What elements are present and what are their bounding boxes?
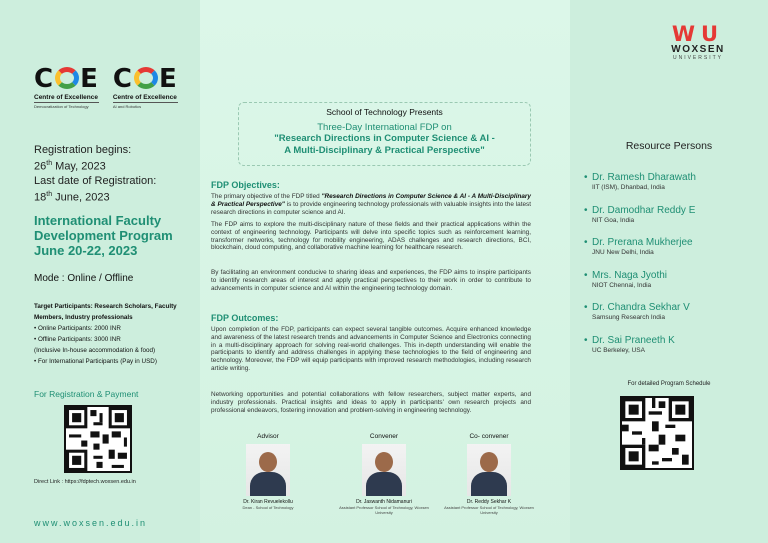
resource-person-name: • Dr. Chandra Sekhar V [584, 302, 764, 313]
resource-person [584, 335, 764, 368]
woxsen-logo [653, 22, 743, 61]
person-name: Dr. Kiran Revuelekollu [243, 499, 293, 505]
person-desc: Assistant Professor School of Technology, Woxsen University [339, 505, 429, 515]
coe-logos [34, 66, 178, 109]
resource-person [584, 205, 764, 238]
registration-last-date: 18th June, 2023 [34, 190, 110, 204]
resource-persons-heading: Resource Persons [625, 140, 713, 152]
fee-item: • Online Participants: 2000 INR [34, 325, 121, 332]
coe-ring-icon [55, 67, 79, 89]
resource-person-name: • Dr. Damodhar Reddy E [584, 205, 764, 216]
coe-title: Centre of Excellence [112, 94, 177, 101]
objectives-heading: FDP Objectives: [211, 180, 280, 190]
objectives-paragraph-1: The primary objective of the FDP titled "Research Directions in Computer Science & AI - A Multi-Disciplinary & Practical Perspective" is to provide engineering technology professionals with valuable insights into the latest research directions in computer science and AI. [211, 193, 531, 216]
person-name: Dr. Reddy Sekhar K [466, 499, 512, 505]
outcomes-heading: FDP Outcomes: [211, 313, 279, 323]
objectives-paragraph-2: The FDP aims to explore the multi-disciplinary nature of these fields and their practical applications within the context of engineering technology. Participants will delve into specific topics such as reinforcement learning, transformer networks, technology for mobility engineering, ADAS challenges and research directions, BCI, blockchain, cloud computing, and collaborative machine learning for healthcare research. [211, 221, 531, 252]
person-desc: Dean - School of Technology [242, 505, 294, 510]
resource-person [584, 237, 764, 270]
person-name: Dr. Jaswanth Nidamanuri [356, 499, 412, 505]
resource-person [584, 172, 764, 205]
coe-subtitle: Democratization of Technology [34, 102, 99, 109]
coe-logo-democratization [34, 66, 99, 109]
schedule-qr-code[interactable] [620, 396, 694, 470]
woxsen-mark: WU [671, 22, 725, 46]
direct-link[interactable]: Direct Link : https://fdptech.woxsen.edu.in [34, 479, 136, 485]
registration-last-label: Last date of Registration: [34, 174, 157, 187]
woxsen-name: WOXSEN [671, 44, 725, 55]
person-photo [362, 444, 406, 496]
resource-person-affiliation: NIOT Chennai, India [592, 281, 652, 289]
resource-persons-list [584, 172, 764, 367]
banner-title-line2: "Research Directions in Computer Science & AI - [274, 133, 495, 144]
coe-title: Centre of Excellence [34, 94, 98, 101]
resource-person-affiliation: NIT Goa, India [592, 216, 635, 224]
resource-person-affiliation: JNU New Delhi, India [592, 249, 654, 256]
coe-letter: E [80, 64, 99, 94]
resource-person-affiliation: Samsung Research India [592, 314, 665, 321]
coe-letter: E [158, 64, 178, 94]
qr-code-icon [622, 398, 692, 468]
qr-code-icon [66, 407, 130, 471]
registration-begins-date: 26th May, 2023 [34, 160, 106, 173]
fee-item: • For International Participants (Pay in USD) [34, 358, 157, 365]
resource-person [584, 270, 764, 303]
resource-person-name: • Dr. Prerana Mukherjee [584, 237, 764, 248]
resource-person-affiliation: IIT (ISM), Dhanbad, India [592, 184, 665, 191]
registration-begins-label: Registration begins: [34, 144, 132, 156]
mode-text: Mode : Online / Offline [34, 273, 134, 284]
fee-item: (Inclusive In-house accommodation & food) [34, 347, 156, 354]
coe-letter: C [34, 64, 55, 94]
convener-card [339, 433, 429, 515]
coe-letter: C [112, 64, 133, 94]
resource-person-name: • Dr. Sai Praneeth K [584, 335, 764, 346]
person-photo [467, 444, 511, 496]
outcomes-paragraph-2: Networking opportunities and potential collaborations with fellow researchers, subject matter experts, and industry professionals. Practical insights and ideas to apply in participants' own research projects and professional endeavors, fostering innovation and problem-solving in engineering technology. [211, 391, 531, 414]
outcomes-paragraph-1: Upon completion of the FDP, participants can expect several tangible outcomes. Acquire enhanced knowledge and awareness of the latest research trends and advancements in Computer Science and Electronics connecting in a multi-disciplinary approach for solving real-world challenges. This in-depth understanding will enable the participants to identify and address challenges in applying these technologies to the field of engineering and technology. Moreover, the FDP will equip participants with improved research methodologies, including research article writing. [211, 326, 531, 372]
person-desc: Assistant Professor School of Technology, Woxsen University [444, 505, 534, 515]
person-role: Co- convener [469, 433, 509, 440]
banner-presents: School of Technology Presents [326, 107, 443, 117]
banner-title-line3: A Multi-Disciplinary & Practical Perspective" [284, 145, 485, 156]
advisor-card [223, 433, 313, 510]
person-role: Convener [369, 433, 399, 440]
resource-person-affiliation: UC Berkeley, USA [592, 346, 645, 354]
registration-qr-code[interactable] [64, 405, 132, 473]
resource-person-name: • Dr. Ramesh Dharawath [584, 172, 764, 183]
banner-title-line1: Three-Day International FDP on [317, 122, 452, 133]
person-photo [246, 444, 290, 496]
title-banner [238, 102, 531, 166]
coe-logo-ai-robotics [113, 66, 178, 109]
resource-person [584, 302, 764, 335]
website-url[interactable]: www.woxsen.edu.in [34, 518, 148, 528]
fee-item: • Offline Participants: 3000 INR [34, 336, 121, 343]
woxsen-university: UNIVERSITY [672, 55, 723, 61]
resource-person-name: • Mrs. Naga Jyothi [584, 270, 764, 281]
objectives-paragraph-3: By facilitating an environment conducive to sharing ideas and experiences, the FDP aims to inspire participants to identify research areas of interest and apply practical perspectives to their work in order to contribute to advancements in computer science and AI within the engineering technology domain. [211, 269, 531, 292]
co-convener-card [444, 433, 534, 515]
program-title: International Faculty Development Program June 20-22, 2023 [34, 213, 173, 258]
target-heading: Target Participants: Research Scholars, Faculty Members, Industry professionals [34, 303, 177, 321]
registration-dates [34, 143, 156, 204]
registration-payment-label: For Registration & Payment [34, 389, 139, 399]
coe-ring-icon [134, 67, 158, 89]
target-participants [34, 301, 199, 367]
coe-subtitle: AI and Robotics [113, 102, 178, 109]
person-role: Advisor [257, 433, 279, 440]
schedule-label: For detailed Program Schedule [627, 381, 711, 387]
